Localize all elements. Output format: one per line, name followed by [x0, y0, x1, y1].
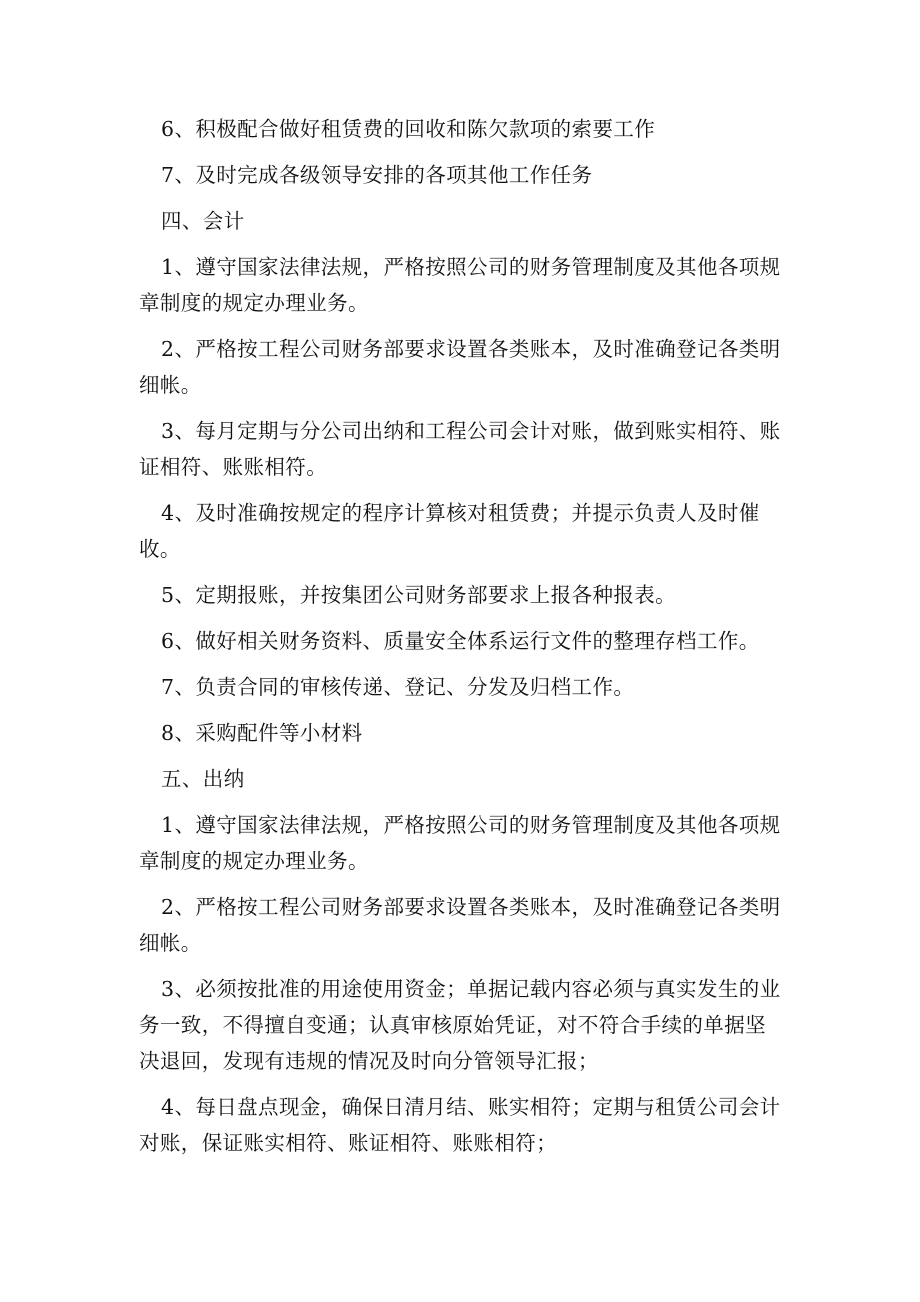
accounting-item-6: 6、做好相关财务资料、质量安全体系运行文件的整理存档工作。: [161, 629, 760, 653]
accounting-item-3: 3、每月定期与分公司出纳和工程公司会计对账，做到账实相符、账证相符、账账相符。: [139, 419, 781, 479]
document-body: [139, 111, 781, 1171]
section-heading-accounting: 四、会计: [161, 209, 245, 233]
cashier-item-1: 1、遵守国家法律法规，严格按照公司的财务管理制度及其他各项规章制度的规定办理业务。: [139, 813, 781, 873]
section-heading-cashier: 五、出纳: [161, 767, 245, 791]
accounting-item-5: 5、定期报账，并按集团公司财务部要求上报各种报表。: [161, 583, 677, 607]
cashier-item-4: 4、每日盘点现金，确保日清月结、账实相符；定期与租赁公司会计对账，保证账实相符、账证相符、账账相符；: [139, 1095, 781, 1155]
accounting-item-2: 2、严格按工程公司财务部要求设置各类账本，及时准确登记各类明细帐。: [139, 337, 781, 397]
paragraph-6-rent-collection: 6、积极配合做好租赁费的回收和陈欠款项的索要工作: [161, 117, 656, 141]
accounting-item-8: 8、采购配件等小材料: [161, 721, 363, 745]
accounting-item-7: 7、负责合同的审核传递、登记、分发及归档工作。: [161, 675, 635, 699]
accounting-item-1: 1、遵守国家法律法规，严格按照公司的财务管理制度及其他各项规章制度的规定办理业务。: [139, 255, 781, 315]
cashier-item-2: 2、严格按工程公司财务部要求设置各类账本，及时准确登记各类明细帐。: [139, 895, 781, 955]
cashier-item-3: 3、必须按批准的用途使用资金；单据记载内容必须与真实发生的业务一致，不得擅自变通；认真审核原始凭证，对不符合手续的单据坚决退回，发现有违规的情况及时向分管领导汇报；: [139, 977, 781, 1073]
paragraph-7-other-tasks: 7、及时完成各级领导安排的各项其他工作任务: [161, 163, 593, 187]
accounting-item-4: 4、及时准确按规定的程序计算核对租赁费；并提示负责人及时催收。: [139, 501, 760, 561]
